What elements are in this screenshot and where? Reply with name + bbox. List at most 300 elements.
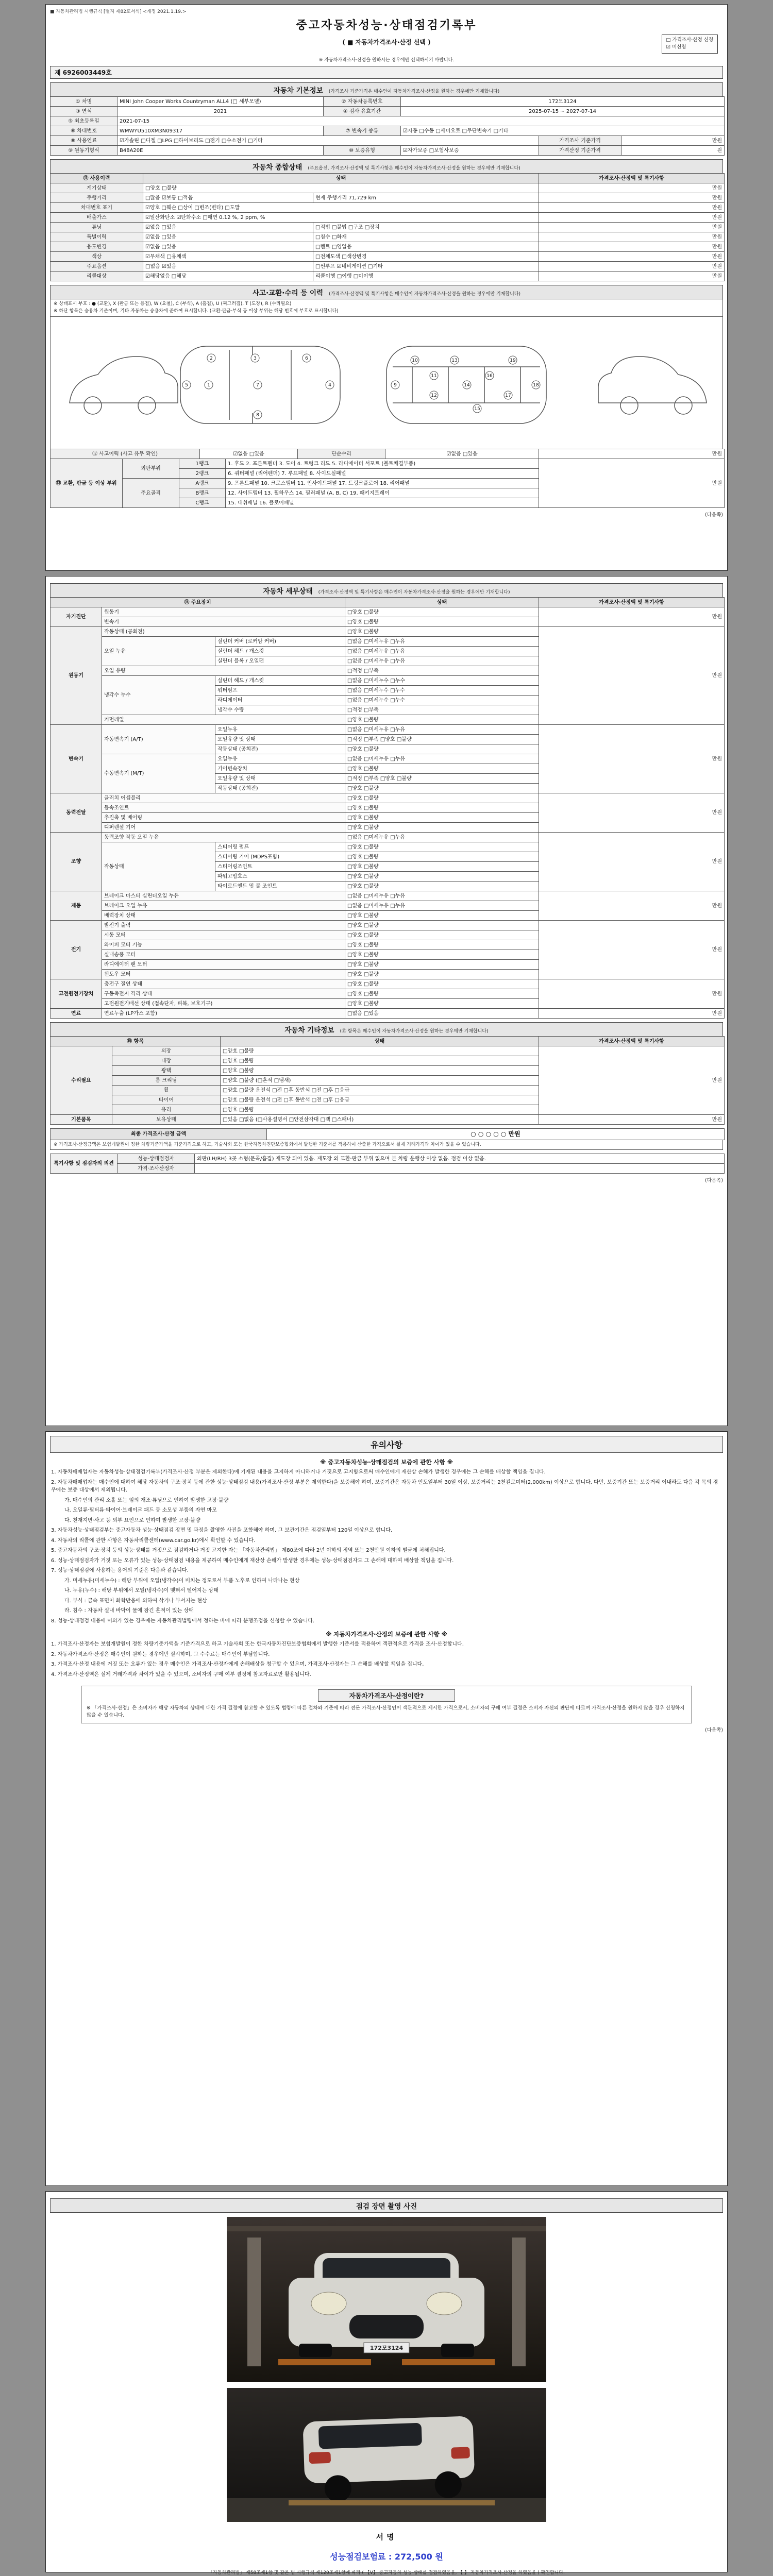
overall-condition-table: [50, 173, 725, 281]
car-rear-silhouette: [598, 357, 707, 414]
table-cell: □양호 □불량: [345, 842, 539, 852]
table-cell: ④ 검사 유효기간: [324, 107, 401, 116]
svg-text:16: 16: [486, 374, 493, 379]
table-cell: □양호 □불량: [345, 715, 539, 725]
section-title-basic: 자동차 기본정보 (가격조사 기준가격은 매수인이 자동차가격조사·산정을 원하는 경우에만 기재합니다): [50, 82, 723, 97]
car-damage-diagram: [50, 317, 723, 449]
table-cell: □없음 □있음: [345, 1009, 539, 1019]
table-cell: 라디에이터: [215, 696, 345, 705]
svg-text:8: 8: [256, 413, 259, 418]
notice-item: 라. 침수 : 자동차 실내 바닥이 물에 잠긴 흔적이 있는 상태: [64, 1608, 194, 1614]
table-cell: □없음 □미세누유 □누유: [345, 647, 539, 656]
table-cell: 현재 주행거리 71,729 km: [313, 193, 539, 203]
svg-text:3: 3: [254, 356, 257, 361]
taillight-left: [309, 2452, 331, 2464]
table-cell: 만원: [539, 232, 725, 242]
table-cell: 6. 쿼터패널 (리어펜더) 7. 루프패널 8. 사이드실패널: [226, 469, 539, 479]
notice-item: 1. 가격조사·산정자는 보험개발원이 정한 차량기준가액을 기준가격으로 하고 기술사회 또는 한국자동차진단보증협회에서 발행한 기준서를 적용하여 객관적으로 가격을 조사·산정합니다.: [51, 1641, 464, 1647]
car-front-silhouette: [70, 357, 178, 414]
svg-text:17: 17: [505, 393, 511, 398]
table-header-cell: 최종 가격조사·산정 금액: [51, 1129, 267, 1140]
table-cell: □없음 □미세누수 □누수: [345, 676, 539, 686]
table-cell: ⑫ 사고이력 (사고 유무 확인): [51, 449, 200, 459]
table-cell: ☑양호 □훼손 □상이 □변조(변타) □도말: [143, 203, 539, 213]
table-cell: 주행거리: [51, 193, 143, 203]
table-cell: 계기상태: [51, 183, 143, 193]
notice-title: 유의사항: [50, 1436, 723, 1453]
table-cell: 만원: [539, 1009, 725, 1019]
table-cell: ③ 연식: [51, 107, 117, 116]
notice-item: 8. 성능·상태점검 내용에 이의가 있는 경우에는 자동차관리법령에서 정하는 바에 따라 분쟁조정을 신청할 수 있습니다.: [51, 1618, 315, 1624]
table-cell: 가격조사 기준가격: [539, 136, 621, 146]
price-survey-definition-text: ※ 「가격조사·산정」은 소비자가 해당 자동차의 상태에 대한 가격 결정에 참고할 수 있도록 법령에 따른 절차와 기준에 따라 전문 가격조사·산정인이 객관적으로 제시한 가격으로서, 소비자의 구매 여부 결정은 소비자 자신의 판단에 따르며 가격조사·산정을 원하지 않을 경우 신청하지 않을 수 있습니다.: [87, 1705, 685, 1719]
table-cell: 타이로드엔드 및 볼 조인트: [215, 882, 345, 891]
signature-footer: 「자동차관리법」 제58조제1항 및 같은 법 시행규칙 제120조제1항에 따라 ( 【Ⅴ】 중고자동차 성능·상태를 점검하였음을, 【 】 자동차가격조사·산정을 하였음을 ) 확인합니다.: [208, 2570, 565, 2575]
table-cell: □양호 □불량: [345, 793, 539, 803]
photo-front-wrap: [50, 2217, 723, 2384]
page-basic-info: [45, 4, 728, 571]
table-cell: □양호 □불량: [143, 183, 539, 193]
table-cell: 만원: [539, 183, 725, 193]
table-cell: 기본품목: [51, 1115, 112, 1125]
table-cell: 충전구 절연 상태: [102, 979, 345, 989]
page-notices: [45, 1431, 728, 2186]
table-cell: 와이퍼 모터 기능: [102, 940, 345, 950]
table-cell: 성능·상태점검자: [117, 1154, 195, 1164]
table-cell: 브레이크 마스터 실린더오일 누유: [102, 891, 345, 901]
notice-section2-title: ※ 자동차가격조사·산정의 보증에 관한 사항 ※: [326, 1631, 447, 1638]
table-cell: 172모3124: [401, 97, 725, 107]
table-cell: 실린더 헤드 / 개스킷: [215, 647, 345, 656]
table-cell: □없음 □미세누유 □누유: [345, 833, 539, 842]
table-cell: 오일 유량: [102, 666, 345, 676]
notice-item: 6. 성능·상태점검자가 거짓 또는 오류가 있는 성능·상태점검 내용을 제공하여 매수인에게 재산상 손해가 발생한 경우에는 성능·상태점검자도 그 손해에 대하여 배상할 책임을 집니다.: [51, 1557, 454, 1564]
table-cell: □양호 □불량: [345, 989, 539, 999]
table-cell: □양호 □불량: [221, 1056, 539, 1066]
table-cell: 오일누유: [215, 754, 345, 764]
document-title: 중고자동차성능·상태점검기록부: [296, 19, 477, 32]
table-cell: 만원: [539, 833, 725, 891]
table-cell: 만원: [539, 607, 725, 627]
table-cell: 냉각수 누수: [102, 676, 215, 715]
price-survey-definition-box: [81, 1686, 692, 1723]
next-page-marker: (다음쪽): [705, 512, 723, 518]
table-cell: 원: [621, 146, 725, 156]
svg-text:13: 13: [451, 358, 458, 363]
table-cell: 주요옵션: [51, 262, 143, 272]
table-cell: 외판(LH/RH) 3곳 소형(문콕/흠집) 재도장 되어 있음. 재도장 외 교환·판금 부위 없으며 본 차량 운행상 이상 없음. 점검 이상 없음.: [195, 1154, 725, 1164]
table-cell: 색상: [51, 252, 143, 262]
table-cell: 작동상태 (공회전): [102, 627, 345, 637]
basic-info-table: [50, 96, 725, 156]
table-cell: 원동기: [102, 607, 345, 617]
table-cell: □양호 □불량: [345, 764, 539, 774]
svg-text:2: 2: [210, 356, 213, 361]
table-cell: □양호 □불량: [221, 1066, 539, 1076]
form-reference: ■ 자동차관리법 시행규칙 [별지 제82호서식] <개정 2021.1.19.>: [50, 9, 187, 14]
table-cell: □양호 □불량: [345, 813, 539, 823]
table-cell: 용도변경: [51, 242, 143, 252]
lift-post-right: [512, 2238, 526, 2366]
table-cell: □적정 □부족 □양호 □불량: [345, 774, 539, 784]
table-cell: ⑦ 변속기 종류: [324, 126, 401, 136]
table-cell: □없음 □미세누수 □누수: [345, 686, 539, 696]
svg-text:1: 1: [207, 383, 210, 388]
table-cell: 연료: [51, 1009, 102, 1019]
table-cell: □없음 □미세누수 □누수: [345, 696, 539, 705]
table-cell: [195, 1164, 725, 1174]
notice-item: 가. 매수인의 관리 소홀 또는 임의 개조·튜닝으로 인하여 발생한 고장·불량: [64, 1497, 229, 1503]
table-cell: 만원: [539, 1046, 725, 1115]
inspection-photo-rear: [227, 2388, 546, 2522]
table-cell: □양호 □불량: [345, 950, 539, 960]
svg-text:7: 7: [256, 383, 259, 388]
table-cell: ☑해당없음 □해당: [143, 272, 313, 281]
table-cell: □침수 □화재: [313, 232, 539, 242]
table-cell: 만원: [539, 272, 725, 281]
section-title-accident: 사고·교환·수리 등 이력 (가격조사·산정액 및 특기사항은 매수인이 자동차가격조사·산정을 원하는 경우에만 기재합니다): [50, 285, 723, 299]
notice-item: 4. 자동차의 리콜에 관한 사항은 자동차리콜센터(www.car.go.kr)에서 확인할 수 있습니다.: [51, 1537, 256, 1544]
table-cell: 만원: [539, 1115, 725, 1125]
table-cell: 클러치 어셈블리: [102, 793, 345, 803]
table-cell: □양호 □불량: [345, 784, 539, 793]
table-cell: 룸 크리닝: [112, 1076, 221, 1086]
table-cell: 배력장치 상태: [102, 911, 345, 921]
table-cell: 2랭크: [179, 469, 226, 479]
table-cell: 실내송풍 모터: [102, 950, 345, 960]
table-cell: WMWYU510XM3N09317: [117, 126, 324, 136]
table-cell: ○ ○ ○ ○ ○ 만원: [267, 1129, 725, 1140]
table-cell: ⑬ 교환, 판금 등 이상 부위: [51, 459, 123, 508]
table-cell: □양호 □불량 (□흔적 □냄새): [221, 1076, 539, 1086]
table-cell: 브레이크 오일 누유: [102, 901, 345, 911]
svg-text:19: 19: [510, 358, 516, 363]
table-cell: □적정 □부족 □양호 □불량: [345, 735, 539, 744]
table-cell: 배출가스: [51, 213, 143, 223]
table-cell: □양호 □불량: [345, 744, 539, 754]
table-cell: ② 자동차등록번호: [324, 97, 401, 107]
lift-post-left: [247, 2238, 261, 2366]
table-cell: 15. 대쉬패널 16. 플로어패널: [226, 498, 539, 508]
svg-text:12: 12: [431, 393, 437, 398]
document-subtitle: ( ■ 자동차가격조사·산정 선택 ): [342, 39, 431, 46]
notice-item: 나. 누유(누수) : 해당 부위에서 오일(냉각수)이 맺혀서 떨어지는 상태: [64, 1588, 219, 1594]
page-photos-signature: [45, 2191, 728, 2575]
table-cell: 만원: [539, 459, 725, 508]
table-cell: 2021: [117, 107, 324, 116]
exchange-repair-table: [50, 459, 725, 508]
table-cell: 만원: [539, 725, 725, 793]
table-cell: ☑없음 □있음: [143, 232, 313, 242]
diagram-part-numbers: [182, 354, 540, 419]
table-cell: 만원: [539, 203, 725, 213]
table-cell: 외판부위: [123, 459, 179, 479]
accident-code-legend: ※ 상태표시 부호 : ● (교환), X (판금 또는 용접), W (요철), C (부식), A (흠집), U (찌그러짐), T (도장), R (수리필요) ※ 하단 항목은 승용차 기준이며, 기타 자동차는 승용차에 준하여 표시합니다. (교환·판금·부식 등 이상 부위는 해당 번호에 부호로 표시합니다): [50, 299, 723, 317]
table-cell: ⑩ 보증유형: [324, 146, 401, 156]
table-cell: ☑일산화탄소 ☑탄화수소 □매연 0.12 %, 2 ppm, %: [143, 213, 539, 223]
table-cell: 변속기: [51, 725, 102, 793]
table-cell: □양호 □불량: [345, 862, 539, 872]
table-header-cell: 가격조사·산정액 및 특기사항: [539, 174, 725, 183]
svg-text:18: 18: [533, 383, 539, 388]
table-cell: A랭크: [179, 479, 226, 488]
table-cell: □양호 □불량: [345, 852, 539, 862]
table-cell: 만원: [539, 242, 725, 252]
table-cell: 냉각수 수량: [215, 705, 345, 715]
inspection-photo-front: [227, 2217, 546, 2382]
table-cell: 원동기: [51, 627, 102, 725]
table-cell: □양호 □불량: [345, 882, 539, 891]
table-cell: □양호 □불량: [345, 617, 539, 627]
notice-item: 다. 부식 : 금속 표면이 화학반응에 의하여 삭거나 부서지는 현상: [64, 1598, 207, 1604]
table-cell: 스티어링 펌프: [215, 842, 345, 852]
table-cell: 만원: [539, 979, 725, 1009]
table-cell: ☑없음 □있음: [200, 449, 298, 459]
table-cell: 만원: [539, 921, 725, 979]
table-cell: ☑무채색 □유채색: [143, 252, 313, 262]
table-cell: 작동상태: [102, 842, 215, 891]
table-cell: 튜닝: [51, 223, 143, 232]
table-cell: □있음 □없음 (□사용설명서 □안전삼각대 □잭 □스패너): [221, 1115, 539, 1125]
table-cell: 스티어링 기어 (MDPS포함): [215, 852, 345, 862]
table-header-cell: 상태: [345, 598, 539, 607]
table-cell: 차대번호 표기: [51, 203, 143, 213]
table-cell: 1랭크: [179, 459, 226, 469]
table-cell: ☑없음 □있음: [143, 242, 313, 252]
table-cell: 변속기: [102, 617, 345, 627]
table-cell: 고전원전기장치: [51, 979, 102, 1009]
table-cell: □양호 □불량: [345, 979, 539, 989]
table-cell: 작동상태 (공회전): [215, 744, 345, 754]
lift-arm-right: [402, 2359, 495, 2365]
table-cell: 만원: [539, 262, 725, 272]
table-header-cell: ⑮ 항목: [51, 1037, 221, 1046]
table-cell: 오일유량 및 상태: [215, 774, 345, 784]
table-cell: 자동변속기 (A/T): [102, 725, 215, 754]
table-cell: □없음 □미세누유 □누유: [345, 725, 539, 735]
table-cell: 전기: [51, 921, 102, 979]
table-cell: 만원: [621, 136, 725, 146]
table-cell: ⑥ 차대번호: [51, 126, 117, 136]
table-header-cell: ⑭ 주요장치: [51, 598, 345, 607]
table-cell: □적법 □불법 □구조 □장치: [313, 223, 539, 232]
table-cell: 유리: [112, 1105, 221, 1115]
notice-item: 가. 미세누유(미세누수) : 해당 부위에 오일(냉각수)이 비치는 정도로서 부품 노후로 인하여 나타나는 현상: [64, 1578, 300, 1584]
table-cell: 고전원전기배선 상태 (접속단자, 피복, 보호기구): [102, 999, 345, 1009]
svg-text:6: 6: [305, 356, 308, 361]
table-cell: 가격산정 기준가격: [539, 146, 621, 156]
table-cell: □양호 □불량 운전석 □전 □후 동반석 □전 □후 □응급: [221, 1086, 539, 1095]
table-cell: 1. 후드 2. 프론트펜더 3. 도어 4. 트렁크 리드 5. 라디에이터 서포트 (볼트체결부품): [226, 459, 539, 469]
misc-info-table: [50, 1036, 725, 1125]
table-cell: □양호 □불량: [345, 627, 539, 637]
table-cell: B48A20E: [117, 146, 324, 156]
table-cell: 스티어링조인트: [215, 862, 345, 872]
notice-section1-title: ※ 중고자동차성능·상태점검의 보증에 관한 사항 ※: [320, 1459, 453, 1466]
notice-section2-items: [50, 1640, 723, 1679]
table-cell: 만원: [539, 252, 725, 262]
notice-section1-items: [50, 1468, 723, 1625]
table-cell: □렌트 □영업용: [313, 242, 539, 252]
detail-condition-table: [50, 597, 725, 1019]
table-cell: □없음 ☑있음: [143, 262, 313, 272]
table-cell: 조향: [51, 833, 102, 891]
notice-item: 3. 가격조사·산정 내용에 거짓 또는 오류가 있는 경우 매수인은 가격조사·산정자에게 손해배상을 청구할 수 있으며, 가격조사·산정자는 그 손해를 배상할 책임을 집니다.: [51, 1662, 424, 1667]
photo-rear-wrap: [50, 2388, 723, 2524]
svg-text:9: 9: [394, 383, 397, 388]
svg-text:5: 5: [185, 383, 188, 388]
table-cell: 실린더 커버 (로커암 커버): [215, 637, 345, 647]
table-cell: □없음 □미세누유 □누유: [345, 901, 539, 911]
table-cell: □양호 □불량: [345, 803, 539, 813]
section-title-misc: 자동차 기타정보 (⑮ 항목은 매수인이 자동차가격조사·산정을 원하는 경우에만 기재합니다): [50, 1022, 723, 1037]
table-cell: □양호 □불량: [345, 999, 539, 1009]
table-cell: □양호 □불량: [345, 921, 539, 930]
table-cell: 동력전달: [51, 793, 102, 833]
table-cell: 만원: [539, 627, 725, 725]
subtitle-note: ※ 자동차가격조사·산정을 원하시는 경우에만 선택하시기 바랍니다.: [318, 58, 455, 63]
table-cell: □양호 □불량: [345, 960, 539, 970]
table-cell: 만원: [539, 223, 725, 232]
table-cell: 기어변속장치: [215, 764, 345, 774]
taillight-right: [451, 2447, 470, 2459]
table-cell: 가격·조사산정자: [117, 1164, 195, 1174]
accident-history-table: [50, 449, 725, 459]
table-cell: 내장: [112, 1056, 221, 1066]
table-cell: 디퍼렌셜 기어: [102, 823, 345, 833]
notice-item: 3. 자동차성능·상태점검부는 중고자동차 성능·상태점검 장면 및 과정을 촬영한 사진을 포함해야 하며, 그 보관기간은 점검일부터 120일 이상으로 합니다.: [51, 1528, 393, 1533]
table-cell: □양호 □불량: [221, 1046, 539, 1056]
document-number: 제 6926003449호: [50, 66, 723, 79]
table-cell: 특별이력: [51, 232, 143, 242]
svg-text:11: 11: [431, 374, 437, 379]
table-cell: 실린더 헤드 / 개스킷: [215, 676, 345, 686]
license-plate-text: 172모3124: [369, 2345, 404, 2351]
table-cell: 주요골격: [123, 479, 179, 508]
table-header-cell: 상태: [143, 174, 539, 183]
table-cell: 외장: [112, 1046, 221, 1056]
lift-arm-left: [278, 2359, 371, 2365]
notice-item: 2. 자동차매매업자는 매수인에 대하여 해당 자동차의 구조·장치 등에 관한 성능·상태점검 내용(가격조사·산정 부분은 제외한다)을 보증해야 하며, 보증기간은 자동차 인도일부터 30일 이상, 보증거리는 2천킬로미터(2,000km) 이상으로 합니다. 다만, 보증기간 또는 보증거리 이내라도 다음 각 목의 경우에는 보증 대상에서 제외됩니다.: [51, 1479, 718, 1493]
table-cell: 휠: [112, 1086, 221, 1095]
notice-item: 4. 가격조사·산정액은 실제 거래가격과 차이가 있을 수 있으며, 소비자의 구매 여부 결정에 참고자료로만 활용됩니다.: [51, 1671, 311, 1677]
table-cell: C랭크: [179, 498, 226, 508]
table-cell: 만원: [539, 213, 725, 223]
table-cell: □양호 □불량: [345, 872, 539, 882]
inspector-opinion-table: [50, 1154, 725, 1174]
notice-item: 1. 자동차매매업자는 자동차성능·상태점검기록부(가격조사·산정 부분은 제외한다)에 기재된 내용을 고지하지 아니하거나 거짓으로 고지함으로써 매수인에게 재산상 손해가 발생한 경우에는 그 손해를 배상할 책임을 집니다.: [51, 1469, 546, 1475]
table-cell: 수동변속기 (M/T): [102, 754, 215, 793]
table-cell: 제동: [51, 891, 102, 921]
table-cell: □양호 □불량: [345, 607, 539, 617]
table-cell: □많음 ☑보통 □적음: [143, 193, 313, 203]
table-cell: 광택: [112, 1066, 221, 1076]
table-cell: □적정 □부족: [345, 705, 539, 715]
table-cell: 오일누유: [215, 725, 345, 735]
section-title-overall: 자동차 종합상태 (주요옵션, 가격조사·산정액 및 특기사항은 매수인이 자동차가격조사·산정을 원하는 경우에만 기재합니다): [50, 159, 723, 174]
price-survey-select-box: [662, 35, 718, 54]
lift-ramp: [289, 2500, 495, 2505]
table-cell: □없음 □미세누유 □누유: [345, 754, 539, 764]
final-price-table: [50, 1128, 725, 1140]
table-cell: ⑨ 원동기형식: [51, 146, 117, 156]
table-cell: B랭크: [179, 488, 226, 498]
table-cell: 만원: [539, 891, 725, 921]
table-cell: 실린더 블록 / 오일팬: [215, 656, 345, 666]
table-cell: 만원: [539, 193, 725, 203]
table-cell: 자기진단: [51, 607, 102, 627]
section-title-detail: 자동차 세부상태 (가격조사·산정액 및 특기사항은 매수인이 자동차가격조사·산정을 원하는 경우에만 기재합니다): [50, 583, 723, 598]
notice-item: 나. 오일류·필터류·타이어·브레이크 패드 등 소모성 부품의 자연 마모: [64, 1507, 217, 1513]
car-front-view: [289, 2253, 484, 2357]
table-cell: □양호 □불량: [345, 970, 539, 979]
table-cell: 리콜이행 □이행 □미이행: [313, 272, 539, 281]
svg-text:15: 15: [474, 406, 480, 412]
signature-heading: 서명: [376, 2532, 397, 2541]
table-cell: 연료누출 (LP가스 포함): [102, 1009, 345, 1019]
table-header-cell: 상태: [221, 1037, 539, 1046]
table-cell: 2021-07-15: [117, 116, 725, 126]
table-cell: 타이어: [112, 1095, 221, 1105]
next-page-marker: (다음쪽): [705, 1178, 723, 1184]
table-cell: □적정 □부족: [345, 666, 539, 676]
table-cell: 윈도우 모터: [102, 970, 345, 979]
table-cell: 수리필요: [51, 1046, 112, 1115]
table-cell: ☑자가보증 □보험사보증: [401, 146, 539, 156]
table-cell: 동력조향 작동 오일 누유: [102, 833, 345, 842]
table-cell: □전체도색 □색상변경: [313, 252, 539, 262]
table-cell: ⑤ 최초등록일: [51, 116, 117, 126]
table-cell: MINI John Cooper Works Countryman ALL4 (□ 세부모델): [117, 97, 324, 107]
notice-item: 5. 중고자동차의 구조·장치 등의 성능·상태를 거짓으로 점검하거나 거짓 고지한 자는 「자동차관리법」 제80조에 따라 2년 이하의 징역 또는 2천만원 이하의 벌금에 처해집니다.: [51, 1548, 446, 1553]
inspection-insurance-fee: 성능점검보험료 : 272,500 원: [330, 2552, 443, 2562]
table-cell: ☑가솔린 □디젤 □LPG □하이브리드 □전기 □수소전기 □기타: [117, 136, 539, 146]
table-cell: 리콜대상: [51, 272, 143, 281]
table-cell: 만원: [539, 793, 725, 833]
section-title-photos: 점검 장면 촬영 사진: [50, 2198, 723, 2213]
table-cell: □양호 □불량 운전석 □전 □후 동반석 □전 □후 □응급: [221, 1095, 539, 1105]
table-cell: □양호 □불량: [345, 823, 539, 833]
table-cell: □없음 □미세누유 □누유: [345, 891, 539, 901]
svg-text:10: 10: [412, 358, 418, 363]
table-cell: 9. 프론트패널 10. 크로스멤버 11. 인사이드패널 17. 트렁크플로어 18. 리어패널: [226, 479, 539, 488]
table-cell: □없음 □미세누유 □누유: [345, 656, 539, 666]
table-cell: ⑧ 사용연료: [51, 136, 117, 146]
table-cell: 파워고압호스: [215, 872, 345, 882]
next-page-marker: (다음쪽): [705, 1727, 723, 1733]
table-cell: ① 차명: [51, 97, 117, 107]
svg-text:4: 4: [328, 383, 331, 388]
table-cell: 오일 누유: [102, 637, 215, 666]
table-cell: □썬루프 ☑네비게이션 □기타: [313, 262, 539, 272]
table-cell: 구동축전지 격리 상태: [102, 989, 345, 999]
table-cell: 발전기 출력: [102, 921, 345, 930]
table-cell: 추진축 및 베어링: [102, 813, 345, 823]
table-cell: □양호 □불량: [345, 940, 539, 950]
price-survey-apply-checkbox: □ 가격조사·산정 신청: [666, 37, 713, 43]
table-cell: □양호 □불량: [221, 1105, 539, 1115]
table-cell: □양호 □불량: [345, 930, 539, 940]
table-cell: ☑없음 □있음: [385, 449, 539, 459]
price-survey-decline-checkbox: ☑ 미신청: [666, 44, 686, 50]
notice-item: 7. 성능·상태점검에 사용하는 용어의 기준은 다음과 같습니다.: [51, 1568, 189, 1573]
table-cell: 워터펌프: [215, 686, 345, 696]
table-header-cell: 가격조사·산정액 및 특기사항: [539, 598, 725, 607]
table-cell: 특기사항 및 점검자의 의견: [51, 1154, 117, 1174]
car-diagram-svg: [52, 318, 725, 446]
table-header-cell: ⑪ 사용이력: [51, 174, 143, 183]
table-cell: 보유상태: [112, 1115, 221, 1125]
